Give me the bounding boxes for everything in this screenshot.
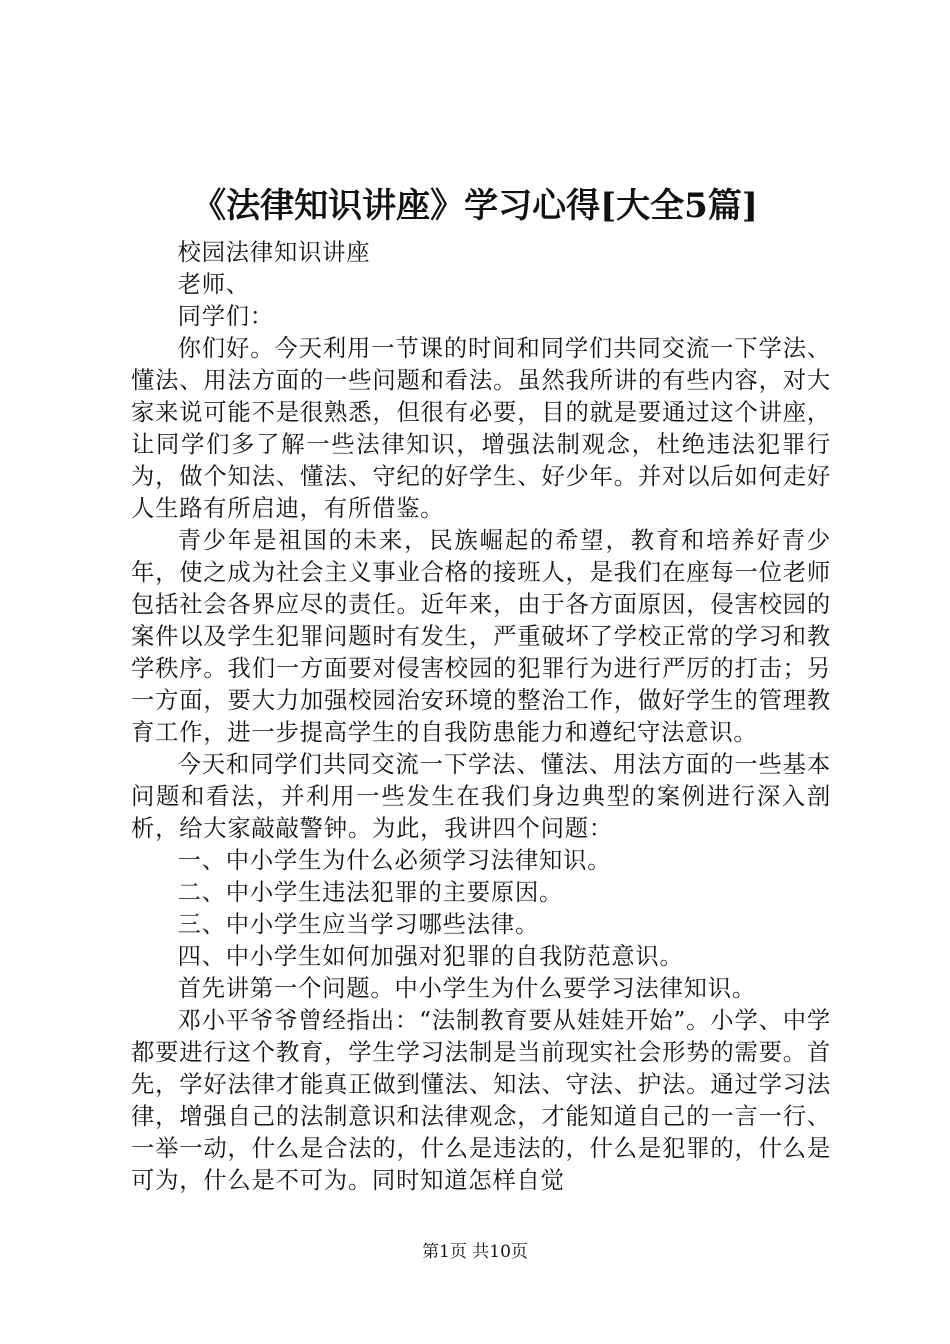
paragraph-greeting: 你们好。今天利用一节课的时间和同学们共同交流一下学法、懂法、用法方面的一些问题和看法。虽然我所讲的有些内容，对大家来说可能不是很熟悉，但很有必要，目的就是要通过这个讲座，让同学们多了解一些法律知识，增强法制观念，杜绝违法犯罪行为，做个知法、懂法、守纪的好学生、好少年。并对以后如何走好人生路有所启迪，有所借鉴。 xyxy=(131,335,831,522)
paragraph-deng-quote: 邓小平爷爷曾经指出：“法制教育要从娃娃开始”。小学、中学都要进行这个教育，学生学习法制是当前现实社会形势的需要。首先，学好法律才能真正做到懂法、知法、守法、护法。通过学习法律，增强自己的法制意识和法律观念，才能知道自己的一言一行、一举一动，什么是合法的，什么是违法的，什么是犯罪的，什么是可为，什么是不可为。同时知道怎样自觉 xyxy=(131,1007,831,1194)
paragraph-youth: 青少年是祖国的未来，民族崛起的希望，教育和培养好青少年，使之成为社会主义事业合格的接班人，是我们在座每一位老师包括社会各界应尽的责任。近年来，由于各方面原因，侵害校园的案件以及学生犯罪问题时有发生，严重破坏了学校正常的学习和教学秩序。我们一方面要对侵害校园的犯罪行为进行严厉的打击；另一方面，要大力加强校园治安环境的整治工作，做好学生的管理教育工作，进一步提高学生的自我防患能力和遵纪守法意识。 xyxy=(131,527,831,746)
document-title: 《法律知识讲座》学习心得[大全5篇] xyxy=(192,186,758,226)
list-item-question-4: 四、中小学生如何加强对犯罪的自我防范意识。 xyxy=(177,943,684,970)
document-body xyxy=(131,237,831,1197)
paragraph-intro-questions: 今天和同学们共同交流一下学法、懂法、用法方面的一些基本问题和看法，并利用一些发生在我们身边典型的案例进行深入剖析，给大家敲敲警钟。为此，我讲四个问题： xyxy=(131,751,831,842)
list-item-question-2: 二、中小学生违法犯罪的主要原因。 xyxy=(177,879,564,906)
list-item-question-1: 一、中小学生为什么必须学习法律知识。 xyxy=(177,847,612,874)
paragraph-first-question: 首先讲第一个问题。中小学生为什么要学习法律知识。 xyxy=(177,975,756,1002)
paragraph-heading: 校园法律知识讲座 xyxy=(177,239,371,266)
list-item-question-3: 三、中小学生应当学习哪些法律。 xyxy=(177,911,540,938)
page-footer: 第1页 共10页 xyxy=(422,1242,528,1262)
paragraph-salutation-teachers: 老师、 xyxy=(177,271,250,298)
paragraph-salutation-students: 同学们： xyxy=(177,303,274,330)
